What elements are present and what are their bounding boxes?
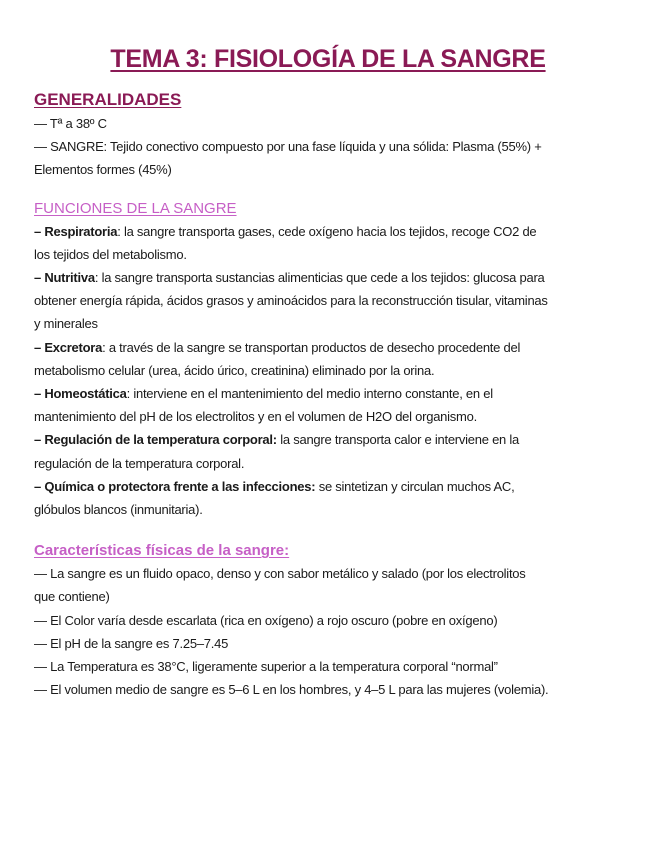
item-text: se sintetizan y circulan muchos AC, [315,478,515,494]
text-line: mantenimiento del pH de los electrolitos y en el volumen de H2O del organismo. [34,409,477,425]
item-label: Respiratoria [44,223,118,239]
item-sep: : [117,223,121,239]
item-dash: – [34,223,45,239]
text-line: regulación de la temperatura corporal. [34,455,245,471]
item-text: interviene en el mantenimiento del medio interno constante, en el [129,386,493,402]
section-heading-generalidades: GENERALIDADES [34,90,182,109]
item-text: la sangre transporta calor e interviene en la [276,432,520,448]
text-line: metabolismo celular (urea, ácido úrico, creatinina) eliminado por la orina. [34,362,435,378]
page-title: TEMA 3: FISIOLOGÍA DE LA SANGRE [110,45,546,73]
item-label: Nutritiva [44,270,95,286]
section-funciones [34,198,622,522]
item-label: Química o protectora frente a las infecciones [44,478,312,494]
item-dash: – [34,339,45,355]
text-line: — La sangre es un fluido opaco, denso y con sabor metálico y salado (por los electrolitos [34,566,526,582]
text-line: — SANGRE: Tejido conectivo compuesto por una fase líquida y una sólida: Plasma (55%) + [34,139,542,155]
section-heading-funciones: FUNCIONES DE LA SANGRE [34,199,237,217]
text-line: los tejidos del metabolismo. [34,246,187,262]
list-item [34,266,622,289]
list-item [34,428,622,451]
item-text: a través de la sangre se transportan productos de desecho procedente del [105,339,521,355]
text-line: Elementos formes (45%) [34,162,172,178]
item-sep: : [311,478,316,494]
item-sep: : [102,339,106,355]
text-line: y minerales [34,316,98,332]
section-caracteristicas [34,540,622,701]
section-generalidades [34,88,622,182]
spacer [34,182,622,198]
item-dash: – [34,270,45,286]
text-line: obtener energía rápida, ácidos grasos y aminoácidos para la reconstrucción tisular, vitaminas [34,293,548,309]
item-text: la sangre transporta gases, cede oxígeno hacia los tejidos, recoge CO2 de [120,223,537,239]
spacer [34,521,622,540]
text-line: — El Color varía desde escarlata (rica en oxígeno) a rojo oscuro (pobre en oxígeno) [34,612,498,628]
text-line: — La Temperatura es 38°C, ligeramente superior a la temperatura corporal “normal” [34,659,498,675]
text-line: — El pH de la sangre es 7.25–7.45 [34,635,229,651]
list-item [34,336,622,359]
item-label: Homeostática [44,386,127,402]
item-label: Regulación de la temperatura corporal [44,432,273,448]
item-dash: – [34,386,45,402]
list-item [34,475,622,498]
item-text: la sangre transporta sustancias alimenticias que cede a los tejidos: glucosa para [98,270,545,286]
text-line: — Tª a 38º C [34,116,107,131]
item-sep: : [126,386,130,402]
text-line: glóbulos blancos (inmunitaria). [34,502,203,518]
item-sep: : [272,432,277,448]
list-item [34,382,622,405]
item-dash: – [34,478,45,494]
item-dash: – [34,432,45,448]
text-line: — El volumen medio de sangre es 5–6 L en los hombres, y 4–5 L para las mujeres (volemia). [34,682,549,698]
item-label: Excretora [44,339,103,355]
section-heading-caracteristicas: Características físicas de la sangre: [34,542,290,560]
item-sep: : [94,270,99,286]
list-item [34,220,622,243]
text-line: que contiene) [34,589,110,605]
